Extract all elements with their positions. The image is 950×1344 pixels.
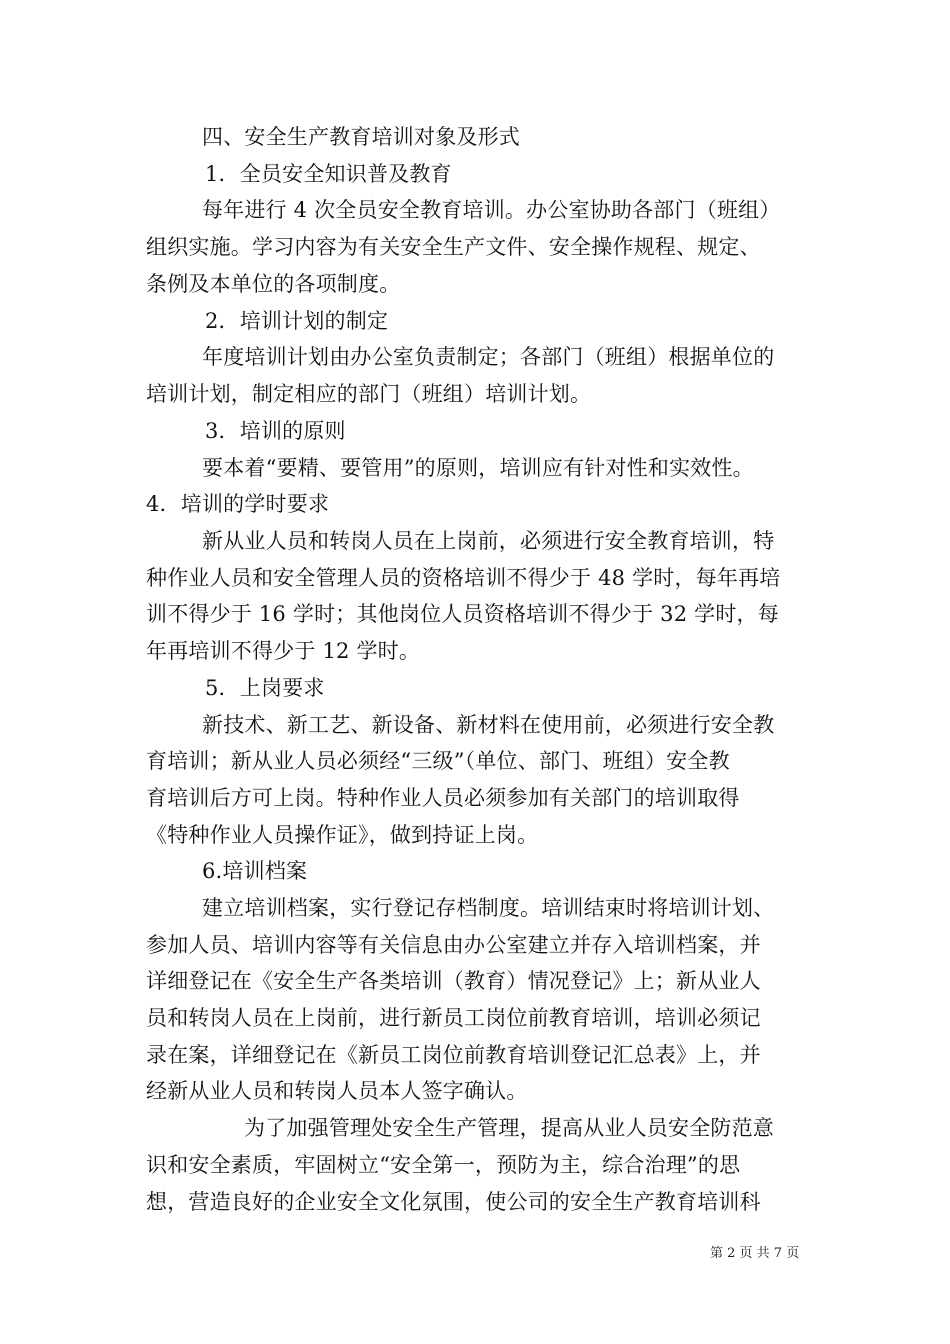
paragraph-line: 《特种作业人员操作证》，做到持证上岗。 (146, 823, 539, 847)
paragraph-line: 种作业人员和安全管理人员的资格培训不得少于 48 学时，每年再培 (146, 566, 781, 590)
paragraph-line: 员和转岗人员在上岗前，进行新员工岗位前教育培训，培训必须记 (146, 1006, 761, 1030)
paragraph-line: 新技术、新工艺、新设备、新材料在使用前，必须进行安全教 (202, 713, 775, 737)
paragraph-line: 育培训；新从业人员必须经“三级”（单位、部门、班组）安全教 (146, 749, 730, 773)
subheading-4: 4．培训的学时要求 (146, 492, 330, 516)
paragraph-line: 年再培训不得少于 12 学时。 (146, 639, 421, 663)
page-number: 第 2 页 共 7 页 (710, 1246, 800, 1261)
paragraph-line: 详细登记在《安全生产各类培训（教育）情况登记》上；新从业人 (146, 969, 761, 993)
paragraph-line: 组织实施。学习内容为有关安全生产文件、安全操作规程、规定、 (146, 235, 761, 259)
subheading-3: 3．培训的原则 (205, 419, 346, 443)
paragraph-line: 录在案，详细登记在《新员工岗位前教育培训登记汇总表》上，并 (146, 1043, 761, 1067)
paragraph-line: 经新从业人员和转岗人员本人签字确认。 (146, 1079, 528, 1103)
paragraph-line: 识和安全素质，牢固树立“安全第一，预防为主，综合治理”的思 (146, 1153, 741, 1177)
paragraph-line: 每年进行 4 次全员安全教育培训。办公室协助各部门（班组） (202, 198, 781, 222)
paragraph-line: 新从业人员和转岗人员在上岗前，必须进行安全教育培训，特 (202, 529, 775, 553)
paragraph-line: 培训计划，制定相应的部门（班组）培训计划。 (146, 382, 592, 406)
subheading-1: 1．全员安全知识普及教育 (205, 162, 452, 186)
paragraph-line: 建立培训档案，实行登记存档制度。培训结束时将培训计划、 (202, 896, 775, 920)
paragraph-line: 想，营造良好的企业安全文化氛围，使公司的安全生产教育培训科 (146, 1190, 761, 1214)
paragraph-line: 育培训后方可上岗。特种作业人员必须参加有关部门的培训取得 (146, 786, 740, 810)
paragraph-line: 参加人员、培训内容等有关信息由办公室建立并存入培训档案，并 (146, 933, 761, 957)
subheading-5: 5．上岗要求 (205, 676, 325, 700)
paragraph-line: 要本着“要精、要管用”的原则，培训应有针对性和实效性。 (202, 456, 754, 480)
subheading-6: 6.培训档案 (202, 859, 308, 883)
subheading-2: 2．培训计划的制定 (205, 309, 389, 333)
paragraph-line: 训不得少于 16 学时；其他岗位人员资格培训不得少于 32 学时，每 (146, 602, 779, 626)
paragraph-line: 年度培训计划由办公室负责制定；各部门（班组）根据单位的 (202, 345, 775, 369)
section-heading: 四、安全生产教育培训对象及形式 (202, 125, 520, 149)
paragraph-line: 条例及本单位的各项制度。 (146, 272, 401, 296)
paragraph-line: 为了加强管理处安全生产管理，提高从业人员安全防范意 (244, 1116, 774, 1140)
